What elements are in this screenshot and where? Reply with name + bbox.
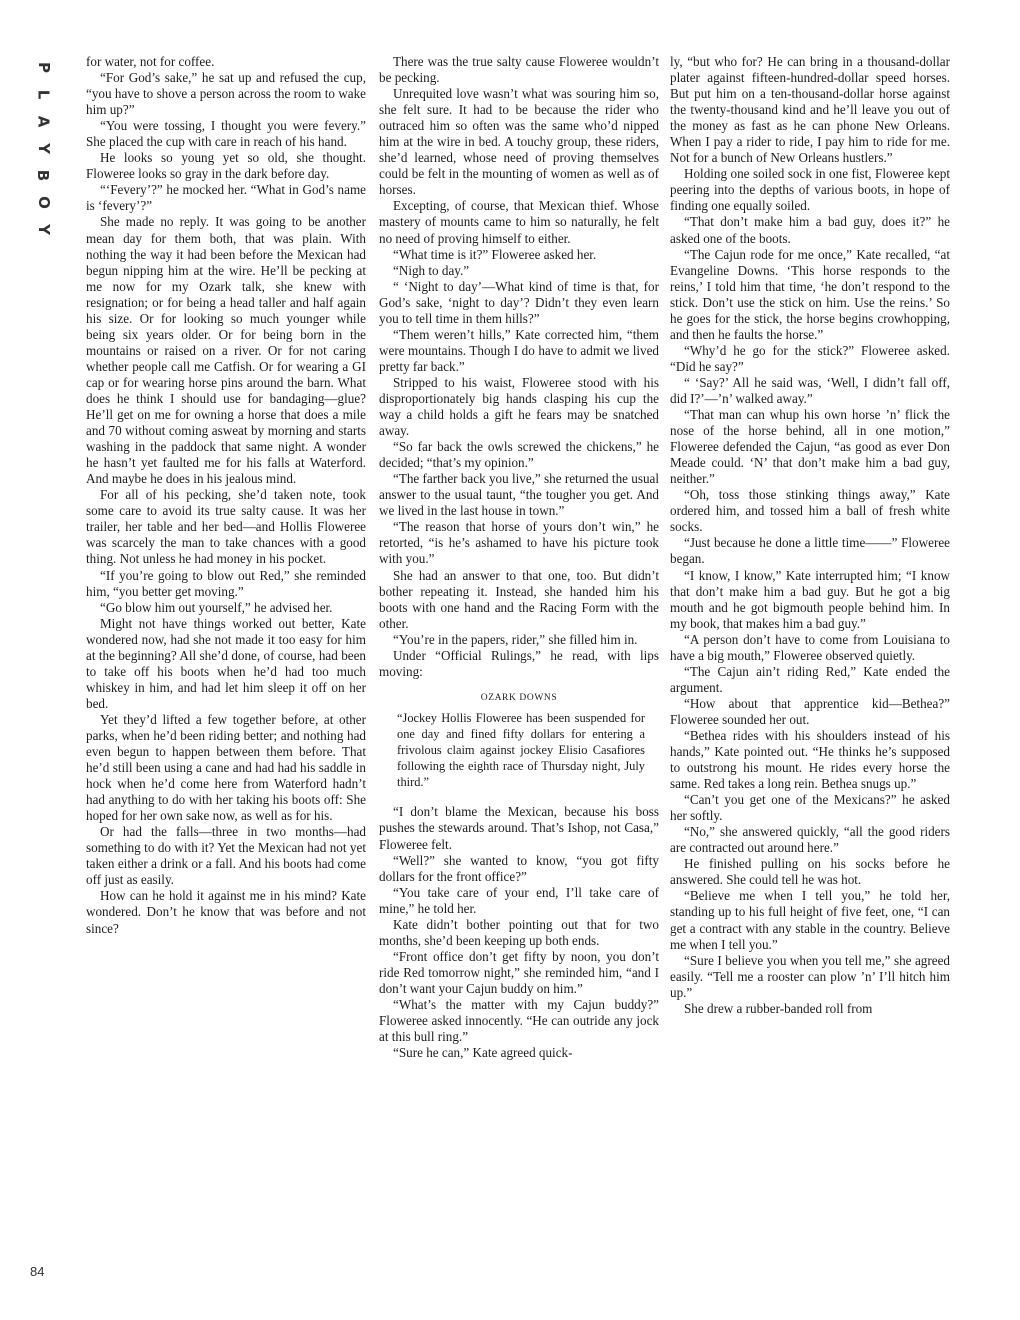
paragraph: Kate didn’t bother pointing out that for two months, she’d been keeping up both ends. (379, 916, 659, 948)
paragraph: “You were tossing, I thought you were fevery.” She placed the cup with care in reach of his hand. (86, 118, 366, 150)
paragraph: “Sure he can,” Kate agreed quick- (393, 1045, 573, 1061)
paragraph: “Nigh to day.” (393, 262, 470, 278)
paragraph: She had an answer to that one, too. But didn’t bother repeating it. Instead, she handed him his boots with one hand and the Racing Form with the other. (379, 567, 659, 631)
paragraph: “So far back the owls screwed the chickens,” he decided; “that’s my opinion.” (379, 439, 659, 471)
paragraph: ly, “but who for? He can bring in a thousand-dollar plater against fifteen-hundred-dollar speed horses. But put him on a ten-thousand-dollar horse against the twenty-thousand kind and he’ll leave you out of the money as fast as he can phone New Orleans. When I pay a rider to ride, I pay him to ride for me. Not for a bunch of New Orleans hustlers.” (670, 54, 950, 166)
paragraph: “ ‘Night to day’—What kind of time is that, for God’s sake, ‘night to day’? Didn’t they even learn you to tell time in them hills?” (379, 278, 659, 326)
paragraph: He finished pulling on his socks before he answered. She could tell he was hot. (670, 856, 950, 888)
paragraph: “I don’t blame the Mexican, because his boss pushes the stewards around. That’s Ishop, not Casa,” Floweree felt. (379, 804, 659, 852)
logo-letter: Y (34, 224, 53, 235)
text-column-2 (379, 54, 659, 1061)
paragraph: “Sure I believe you when you tell me,” she agreed easily. “Tell me a rooster can plow ’n’ I’ll hitch him up.” (670, 952, 950, 1000)
paragraph: She drew a rubber-banded roll from (684, 1000, 873, 1016)
paragraph: How can he hold it against me in his mind? Kate wondered. Don’t he know that was before and not since? (86, 888, 366, 936)
paragraph: Excepting, of course, that Mexican thief. Whose mastery of mounts came to him so naturally, he felt no need of proving himself to either. (379, 198, 659, 246)
paragraph: “The Cajun ain’t riding Red,” Kate ended the argument. (670, 663, 950, 695)
paragraph: “That don’t make him a bad guy, does it?” he asked one of the boots. (670, 214, 950, 246)
paragraph: “Believe me when I tell you,” he told her, standing up to his full height of five feet, one, “I can get a contract with any stable in the country. Believe me when I tell you.” (670, 888, 950, 952)
paragraph: “Them weren’t hills,” Kate corrected him, “them were mountains. Though I do have to admit we lived pretty far back.” (379, 326, 659, 374)
paragraph: “Front office don’t get fifty by noon, you don’t ride Red tomorrow night,” she reminded him, “and I don’t want your Cajun buddy on him.” (379, 948, 659, 996)
paragraph: “I know, I know,” Kate interrupted him; “I know that don’t make him a bad guy. But he got a big mouth and he got bigmouth people behind him. In my book, that makes him a bad guy.” (670, 567, 950, 631)
paragraph: Holding one soiled sock in one fist, Floweree kept peering into the depths of various boots, in hope of finding one equally soiled. (670, 166, 950, 214)
text-column-3 (670, 54, 950, 1017)
paragraph: “You take care of your end, I’ll take care of mine,” he told her. (379, 884, 659, 916)
paragraph: “Can’t you get one of the Mexicans?” he asked her softly. (670, 792, 950, 824)
paragraph: Or had the falls—three in two months—had something to do with it? Yet the Mexican had not yet taken either a drink or a fall. And his boots had come off just as easily. (86, 824, 366, 888)
playboy-vertical-logo (24, 54, 62, 243)
paragraph: “Why’d he go for the stick?” Floweree asked. “Did he say?” (670, 342, 950, 374)
paragraph: “What’s the matter with my Cajun buddy?” Floweree asked innocently. “He can outride any jock at this bull ring.” (379, 996, 659, 1045)
paragraph: For all of his pecking, she’d taken note, took some care to avoid its true salty cause. It was her trailer, her table and her bed—and Hollis Floweree was scarcely the man to take chances with a good thing. Not unless he had money in his pocket. (86, 487, 366, 567)
paragraph: “You’re in the papers, rider,” she filled him in. (393, 631, 638, 647)
paragraph: She made no reply. It was going to be another mean day for them both, that was plain. With nothing the way it had been before the Mexican had begun nipping him at the wire. He’ll be pecking at me now for my Ozark talk, she knew with resignation; or for being a head taller and half again his size. Or for looking so much younger while being six years older. Or for being born in the mountains or raised on a river. Or for not caring whether people call me Catfish. Or for wearing a GI cap or for wearing horse pins around the barn. What does he think I should use for bandaging—glue? He’ll get on me for owning a horse that does a mile and 70 without coming asweat by morning and starts washing in the paddock that same night. A wonder he hasn’t yet faulted me for his falls at Waterford. And maybe he does in his jealous mind. (86, 214, 366, 487)
logo-letter: P (34, 62, 53, 73)
logo-letter: Y (34, 143, 53, 154)
page-number: 84 (30, 1264, 45, 1279)
paragraph: Yet they’d lifted a few together before, at other parks, when he’d been riding better; and nothing had even begun to happen between them before. That he’d still been using a cane and had had his saddle in hock when he’d come here from Waterford hadn’t had anything to do with her taking his boots off: She hoped for her own sake now, as well as for his. (86, 711, 366, 824)
paragraph: Stripped to his waist, Floweree stood with his disproportionately big hands clasping his cup the way a child holds a gift he fears may be snatched away. (379, 374, 659, 439)
paragraph: “Go blow him out yourself,” he advised her. (100, 599, 333, 615)
paragraph: Might not have things worked out better, Kate wondered now, had she not made it too easy for him at the beginning? All she’d done, of course, had been to take off his boots when he’d had too much whiskey in him, and had let him sleep it off on her bed. (86, 615, 366, 711)
paragraph: “No,” she answered quickly, “all the good riders are contracted out around here.” (670, 824, 950, 856)
logo-letter: A (34, 115, 53, 128)
paragraph: for water, not for coffee. (86, 54, 215, 69)
paragraph: There was the true salty cause Floweree wouldn’t be pecking. (379, 54, 659, 86)
paragraph: “Oh, toss those stinking things away,” Kate ordered him, and tossed him a ball of fresh white socks. (670, 487, 950, 535)
paragraph: “For God’s sake,” he sat up and refused the cup, “you have to shove a person across the room to wake him up?” (86, 70, 366, 118)
paragraph: “The Cajun rode for me once,” Kate recalled, “at Evangeline Downs. ‘This horse responds to the reins,’ I told him that time, ‘he don’t respond to the stick. Don’t use the stick on him. Use the reins.’ So he goes for the stick, the horse begins crowhopping, and then he faults the horse.” (670, 246, 950, 342)
paragraph: “Well?” she wanted to know, “you got fifty dollars for the front office?” (379, 852, 659, 884)
paragraph: “That man can whup his own horse ’n’ flick the nose of the horse behind, all in one motion,” Floweree defended the Cajun, “as good as ever Don Meade could. ‘N’ that don’t make him a bad guy, neither.” (670, 407, 950, 487)
logo-letter: O (34, 196, 53, 209)
paragraph: He looks so young yet so old, she thought. Floweree looks so gray in the dark before day. (86, 150, 366, 182)
text-column-1 (86, 54, 366, 937)
paragraph: “The farther back you live,” she returned the usual answer to the usual taunt, “the tougher you get. And we lived in the last house in town.” (379, 471, 659, 519)
paragraph: “ ‘Say?’ All he said was, ‘Well, I didn’t fall off, did I?’—’n’ walked away.” (670, 374, 950, 406)
paragraph: “‘Fevery’?” he mocked her. “What in God’s name is ‘fevery’?” (86, 182, 366, 214)
paragraph: “If you’re going to blow out Red,” she reminded him, “you better get moving.” (86, 567, 366, 599)
paragraph: “A person don’t have to come from Louisiana to have a big mouth,” Floweree observed quietly. (670, 631, 950, 663)
logo-letter: L (34, 89, 53, 100)
paragraph: “Bethea rides with his shoulders instead of his hands,” Kate pointed out. “He thinks he’s supposed to outstrong his mount. He rides every horse the same. Red takes a long rein. Bethea snugs up.” (670, 727, 950, 792)
paragraph: “The reason that horse of yours don’t win,” he retorted, “is he’s ashamed to have his picture took with you.” (379, 519, 659, 567)
paragraph: Unrequited love wasn’t what was souring him so, she felt sure. It had to be because the rider who outraced him so often was the same who’d nipped him at the wire in bed. A touchy group, these riders, she’d learned, whose need of proving themselves could be felt in the mounting of women as well as of horses. (379, 86, 659, 198)
paragraph: “What time is it?” Floweree asked her. (393, 246, 597, 262)
ruling-quote: “Jockey Hollis Floweree has been suspended for one day and fined fifty dollars for entering a frivolous claim against jockey Elisio Casafiores following the eighth race of Thursday night, July third.” (397, 710, 645, 789)
logo-letter: B (34, 169, 53, 182)
paragraph: “How about that apprentice kid—Bethea?” Floweree sounded her out. (670, 695, 950, 727)
ruling-heading: OZARK DOWNS (480, 692, 558, 703)
paragraph: “Just because he done a little time——” Floweree began. (670, 535, 950, 567)
paragraph: Under “Official Rulings,” he read, with lips moving: (379, 647, 659, 679)
